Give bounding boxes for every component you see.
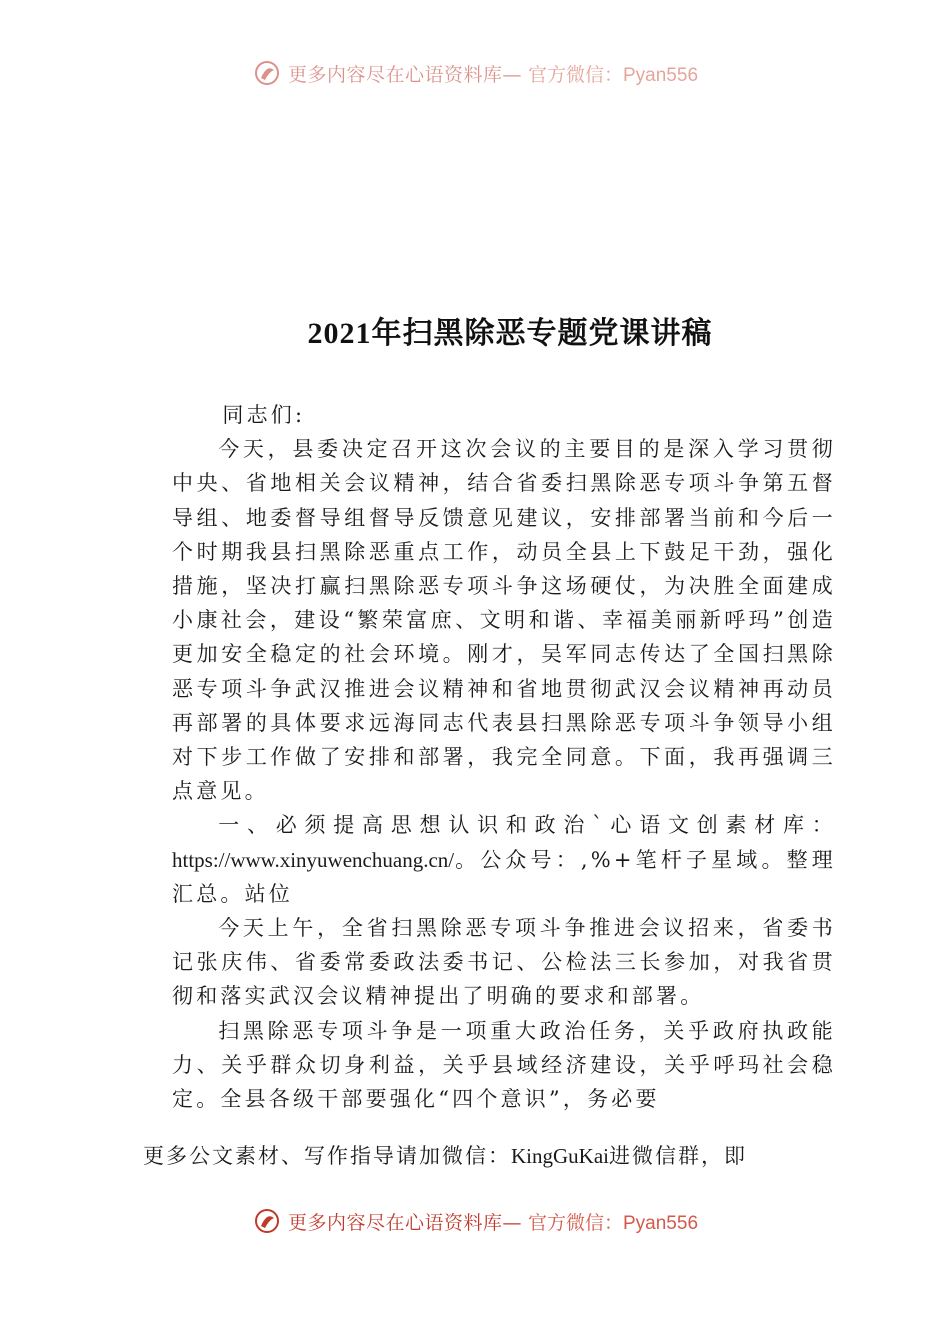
watermark-text: 更多内容尽在心语资料库— xyxy=(287,63,522,86)
salutation: 同志们: xyxy=(222,403,306,427)
section-heading xyxy=(172,808,836,911)
footer-note xyxy=(143,1140,843,1170)
section-heading-suffix: 。公众号：,%+笔杆子星域。整理汇总。站位 xyxy=(172,847,836,906)
watermark-text: 更多内容尽在心语资料库— xyxy=(287,1211,522,1234)
paragraph: 今天，县委决定召开这次会议的主要目的是深入学习贯彻中央、省地相关会议精神，结合省委扫黑除恶专项斗争第五督导组、地委督导组督导反馈意见建议，安排部署当前和今后一个时期我县扫黑除恶重点工作，动员全县上下鼓足干劲，强化措施，坚决打赢扫黑除恶专项斗争这场硬仗，为决胜全面建成小康社会，建设“繁荣富庶、文明和谐、幸福美丽新呼玛”创造更加安全稳定的社会环境。刚才，吴军同志传达了全国扫黑除恶专项斗争武汉推进会议精神和省地贯彻武汉会议精神再动员再部署的具体要求远海同志代表县扫黑除恶专项斗争领导小组对下步工作做了安排和部署，我完全同意。下面，我再强调三点意见。 xyxy=(172,437,836,804)
footer-note-suffix: 进微信群，即 xyxy=(609,1144,747,1168)
footer-note-prefix: 更多公文素材、写作指导请加微信： xyxy=(143,1144,511,1168)
watermark-wechat: 官方微信：Pyan556 xyxy=(528,64,699,86)
brand-logo-icon xyxy=(252,58,282,88)
watermark-wechat: 官方微信：Pyan556 xyxy=(528,1212,699,1234)
section-url-link[interactable]: https://www.xinyuwenchuang.cn/ xyxy=(172,847,455,872)
paragraph: 今天上午，全省扫黑除恶专项斗争推进会议招来，省委书记张庆伟、省委常委政法委书记、公检法三长参加，对我省贯彻和落实武汉会议精神提出了明确的要求和部署。 xyxy=(172,916,836,1009)
header-watermark xyxy=(0,58,950,88)
brand-logo-icon xyxy=(252,1206,282,1236)
section-heading-prefix: 一、必须提高思想认识和政治`心语文创素材库： xyxy=(218,813,836,838)
paragraph: 扫黑除恶专项斗争是一项重大政治任务，关乎政府执政能力、关乎群众切身利益，关乎县域经济建设，关乎呼玛社会稳定。全县各级干部要强化“四个意识”，务必要 xyxy=(172,1018,836,1112)
footer-wechat-id: KingGuKai xyxy=(511,1144,609,1168)
document-body xyxy=(172,398,836,1116)
footer-watermark xyxy=(0,1206,950,1236)
document-title: 2021年扫黑除恶专题党课讲稿 xyxy=(307,317,713,350)
